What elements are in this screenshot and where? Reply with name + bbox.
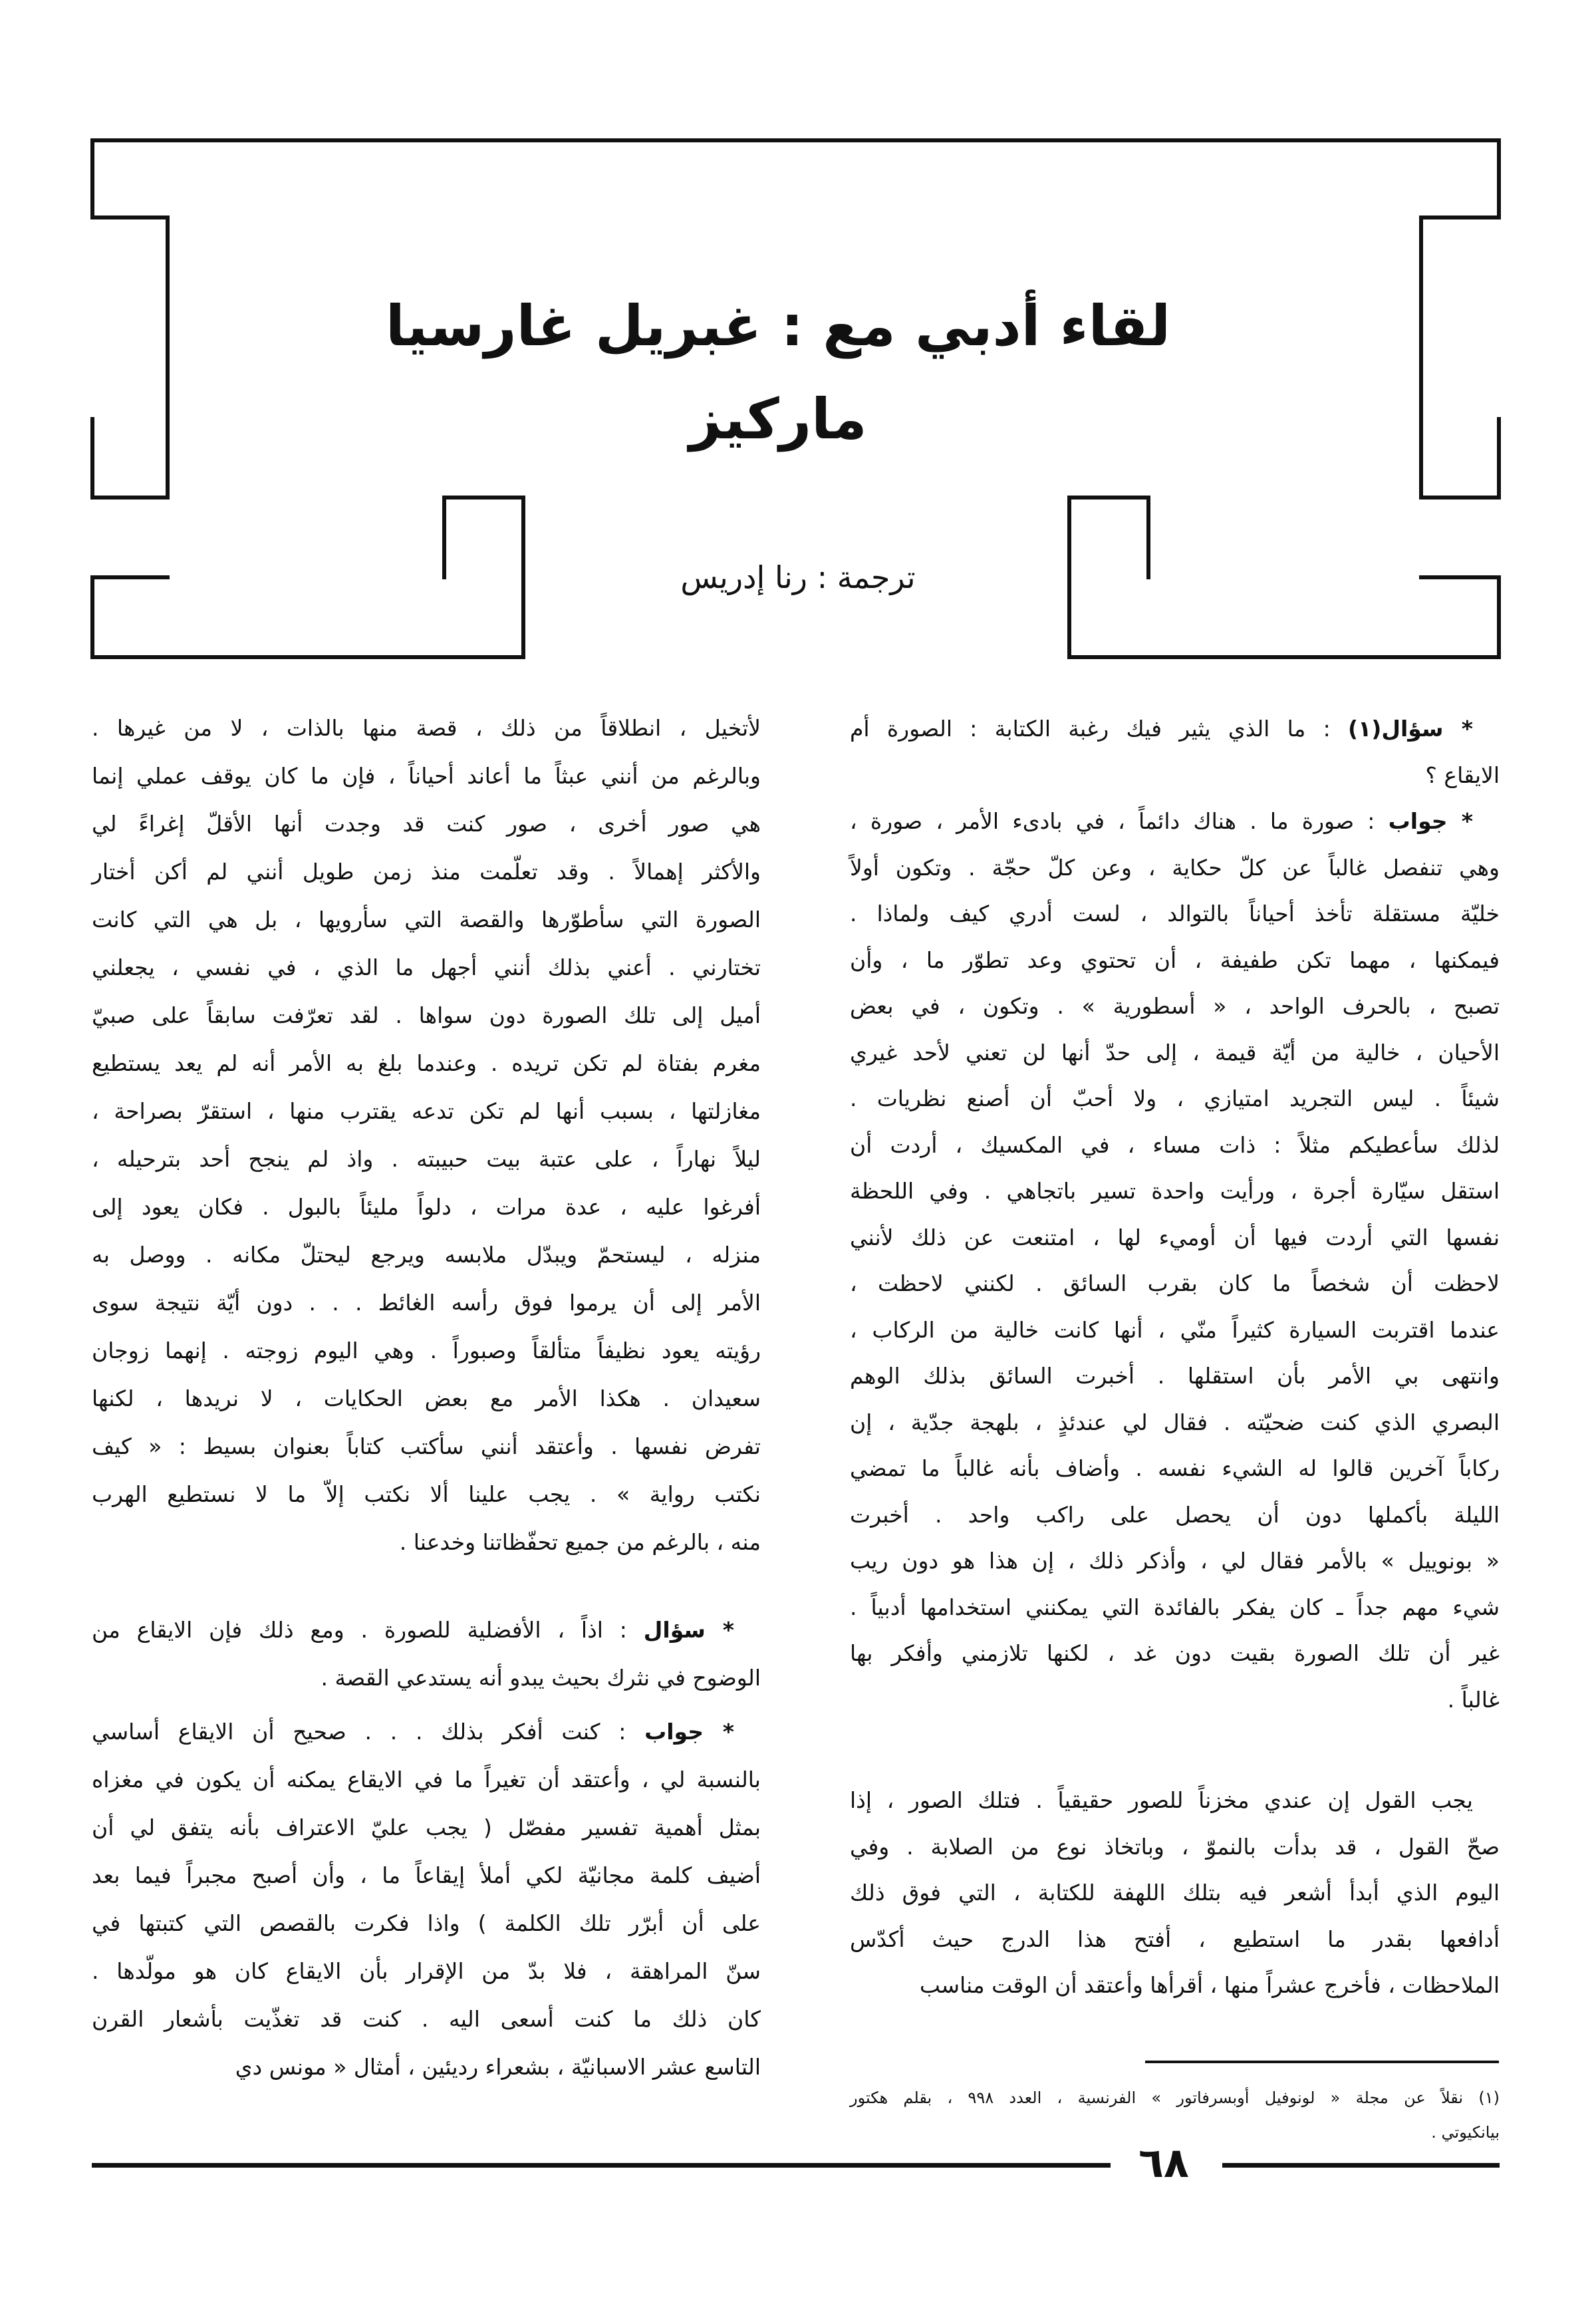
text-line: استقل سيّارة أجرة ، ورأيت واحدة تسير باتجاهي . وفي اللحظة [850,1178,1500,1204]
text-line: وهي تنفصل غالباً عن كلّ حكاية ، وعن كلّ حجّة . وتكون أولاً [850,854,1500,881]
text-line: الوضوح في نثرك بحيث يبدو أنه يستدعي القصة . [321,1665,761,1691]
text-line: غير أن تلك الصورة بقيت دون غد ، لكنها تلازمني وأفكر بها [850,1640,1500,1666]
text-line: أضيف كلمة مجانيّة لكي أملأ إيقاعاً ما ، وأن أصبح مجبراً فيما بعد [92,1862,761,1888]
text-line: مغازلتها ، بسبب أنها لم تكن تدعه يقترب منها ، استقرّ بصراحة ، [92,1098,761,1124]
footnote-line: (١) نقلاً عن مجلة « لونوفيل أوبسرفاتور » الفرنسية ، العدد ٩٩٨ ، بقلم هكتور [850,2088,1500,2107]
text-line: فيمكنها ، مهما تكن طفيفة ، أن تحتوي وعد تطوّر ما ، وأن [850,946,1500,973]
paragraph [850,706,1500,798]
text-line: البصري الذي كنت ضحيّته . فقال لي عندئذٍ ، بلهجة جدّية ، إن [850,1409,1500,1435]
text-line: لاحظت أن شخصاً ما كان بقرب السائق . لكنني لاحظت ، [850,1270,1500,1296]
footnote-divider [1145,2061,1499,2063]
left-column [92,0,761,2128]
text-line: الليلة بأكملها دون أن يحصل على راكب واحد . أخبرت [850,1501,1500,1528]
text-line: مغرم بفتاة لم تكن تريده . وعندما بلغ به الأمر أنه لم يعد يستطيع [92,1050,761,1076]
footnote-line: بيانكيوتي . [1431,2123,1500,2142]
text-line: تفرض نفسها . وأعتقد أنني سأكتب كتاباً بعنوان بسيط : « كيف [92,1433,761,1459]
text-line: « بونوييل » بالأمر فقال لي ، وأذكر ذلك ، إن هذا هو دون ريب [850,1548,1500,1574]
text-line: على أن أبرّر تلك الكلمة ) واذا فكرت بالقصص التي كتبتها في [92,1910,761,1936]
text-line: الملاحظات ، فأخرج عشراً منها ، أقرأها وأعتقد أن الوقت مناسب [919,1972,1500,1998]
text-line [850,706,1500,752]
text-line: رؤيته يعود نظيفاً متألقاً وصبوراً . وهي اليوم زوجته . إنهما زوجان [92,1338,761,1364]
text-line: يجب القول إن عندي مخزناً للصور حقيقياً . فتلك الصور ، إذا [850,1787,1473,1813]
text-line: أميل إلى تلك الصورة دون سواها . لقد تعرّفت سابقاً على صبيّ [92,1002,761,1028]
text-line: لأتخيل ، انطلاقاً من ذلك ، قصة منها بالذات ، لا من غيرها . [92,715,761,741]
text-line: سنّ المراهقة ، فلا بدّ من الإقرار بأن الايقاع كان هو مولّدها . [92,1958,761,1984]
text-line: تختارني . أعني بذلك أنني أجهل ما الذي ، في نفسي ، يجعلني [92,954,761,980]
qa-label: * سؤال [643,1617,734,1643]
paragraph [92,1708,761,2091]
text-line: والأكثر إهمالاً . وقد تعلّمت منذ زمن طويل أنني لم أكن أختار [92,859,761,885]
text-line: ليلاً نهاراً ، على عتبة بيت حبيبته . واذ لم ينجح أحد بترحيله ، [92,1146,761,1172]
paragraph [92,1606,761,1702]
text-line: الأحيان ، خالية من أيّة قيمة ، إلى حدّ أنها لن تعني لأحد غيري [850,1039,1500,1066]
right-column [850,0,1500,2062]
text-line: شيئاً . ليس التجريد امتيازي ، ولا أحبّ أن أصنع نظريات . [850,1085,1500,1111]
footer-rule-right [1222,2163,1500,2168]
text-line: بمثل أهمية تفسير مفصّل ( يجب عليّ الاعتراف بأنه يتفق لي أن [92,1814,761,1840]
line-text: : ما الذي يثير فيك رغبة الكتابة : الصورة أم [850,716,1349,742]
text-line: ركاباً آخرين قالوا له الشيء نفسه . وأضاف بأنه غالباً ما تمضي [850,1455,1500,1481]
paragraph [92,704,761,1566]
text-line [850,798,1500,845]
text-line: شيء مهم جداً ـ كان يفكر بالفائدة التي يمكنني استخدامها أدبياً . [850,1594,1500,1620]
text-line: صحّ القول ، قد بدأت بالنموّ ، وباتخاذ نوع من الصلابة . وفي [850,1833,1500,1860]
paragraph [850,1777,1500,2009]
page-number: ٦٨ [1138,2138,1189,2187]
text-line: نفسها التي أردت فيها أن أوميء لها ، امتنعت عن ذلك لأنني [850,1224,1500,1250]
qa-label: * سؤال(١) [1348,716,1473,742]
text-line: الصورة التي سأطوّرها والقصة التي سأرويها ، بل هي التي كانت [92,907,761,933]
text-line [92,1708,761,1756]
text-line: منزله ، ليستحمّ ويبدّل ملابسه ويرجع ليحتلّ مكانه . ووصل به [92,1242,761,1268]
text-line [92,1606,761,1654]
text-line: التاسع عشر الاسبانيّة ، بشعراء رديئين ، أمثال « مونس دي [235,2054,761,2080]
paragraph [850,798,1500,1723]
text-line: تصبح ، بالحرف الواحد ، « أسطورية » . وتكون ، في بعض [850,993,1500,1019]
text-line: خليّة مستقلة تأخذ أحياناً بالتوالد ، لست أدري كيف ولماذا . [850,901,1500,927]
text-line: الايقاع ؟ [1425,762,1500,788]
line-text: : صورة ما . هناك دائماً ، في بادىء الأمر ، صورة ، [850,808,1389,834]
qa-label: * جواب [644,1719,734,1745]
line-text: : اذاً ، الأفضلية للصورة . ومع ذلك فإن الايقاع من [92,1617,644,1643]
text-line: غالباً . [1447,1686,1500,1713]
text-line: منه ، بالرغم من جميع تحفّظاتنا وخدعنا . [399,1529,761,1555]
text-line: بالنسبة لي ، وأعتقد أن تغيراً ما في الايقاع يمكنه أن يكون في مغزاه [92,1767,761,1793]
text-line: أفرغوا عليه ، عدة مرات ، دلواً مليئاً بالبول . فكان يعود إلى [92,1194,761,1220]
footer-rule-left [92,2163,1111,2168]
qa-label: * جواب [1388,808,1473,834]
line-text: : كنت أفكر بذلك . . . صحيح أن الايقاع أساسي [92,1719,645,1745]
text-line: كان ذلك ما كنت أسعى اليه . كنت قد تغذّيت بأشعار القرن [92,2006,761,2032]
text-line: نكتب رواية » . يجب علينا ألا نكتب إلاّ ما لا نستطيع الهرب [92,1481,761,1507]
text-line: لذلك سأعطيكم مثلاً : ذات مساء ، في المكسيك ، أردت أن [850,1131,1500,1158]
text-line: اليوم الذي أبدأ أشعر فيه بتلك اللهفة للكتابة ، التي فوق ذلك [850,1880,1500,1906]
text-line: عندما اقتربت السيارة كثيراً منّي ، أنها كانت خالية من الركاب ، [850,1316,1500,1343]
translator-credit: ترجمة : رنا إدريس [680,559,916,595]
text-line: أدافعها بقدر ما استطيع ، أفتح هذا الدرج حيث أكدّس [850,1926,1500,1952]
text-line: وانتهى بي الأمر بأن استقلها . أخبرت السائق بذلك الوهم [850,1363,1500,1389]
text-line: الأمر إلى أن يرموا فوق رأسه الغائط . . . دون أيّة نتيجة سوى [92,1290,761,1316]
text-line: هي صور أخرى ، صور كنت قد وجدت أنها الأقلّ إغراءً لي [92,811,761,837]
text-line: وبالرغم من أنني عبثاً ما أعاند أحياناً ، فإن ما كان يوقف عملي إنما [92,763,761,789]
article-title: لقاء أدبي مع : غبريل غارسيا ماركيز [385,293,1171,452]
text-line: سعيدان . هكذا الأمر مع بعض الحكايات ، لا نريدها ، لكنها [92,1385,761,1411]
